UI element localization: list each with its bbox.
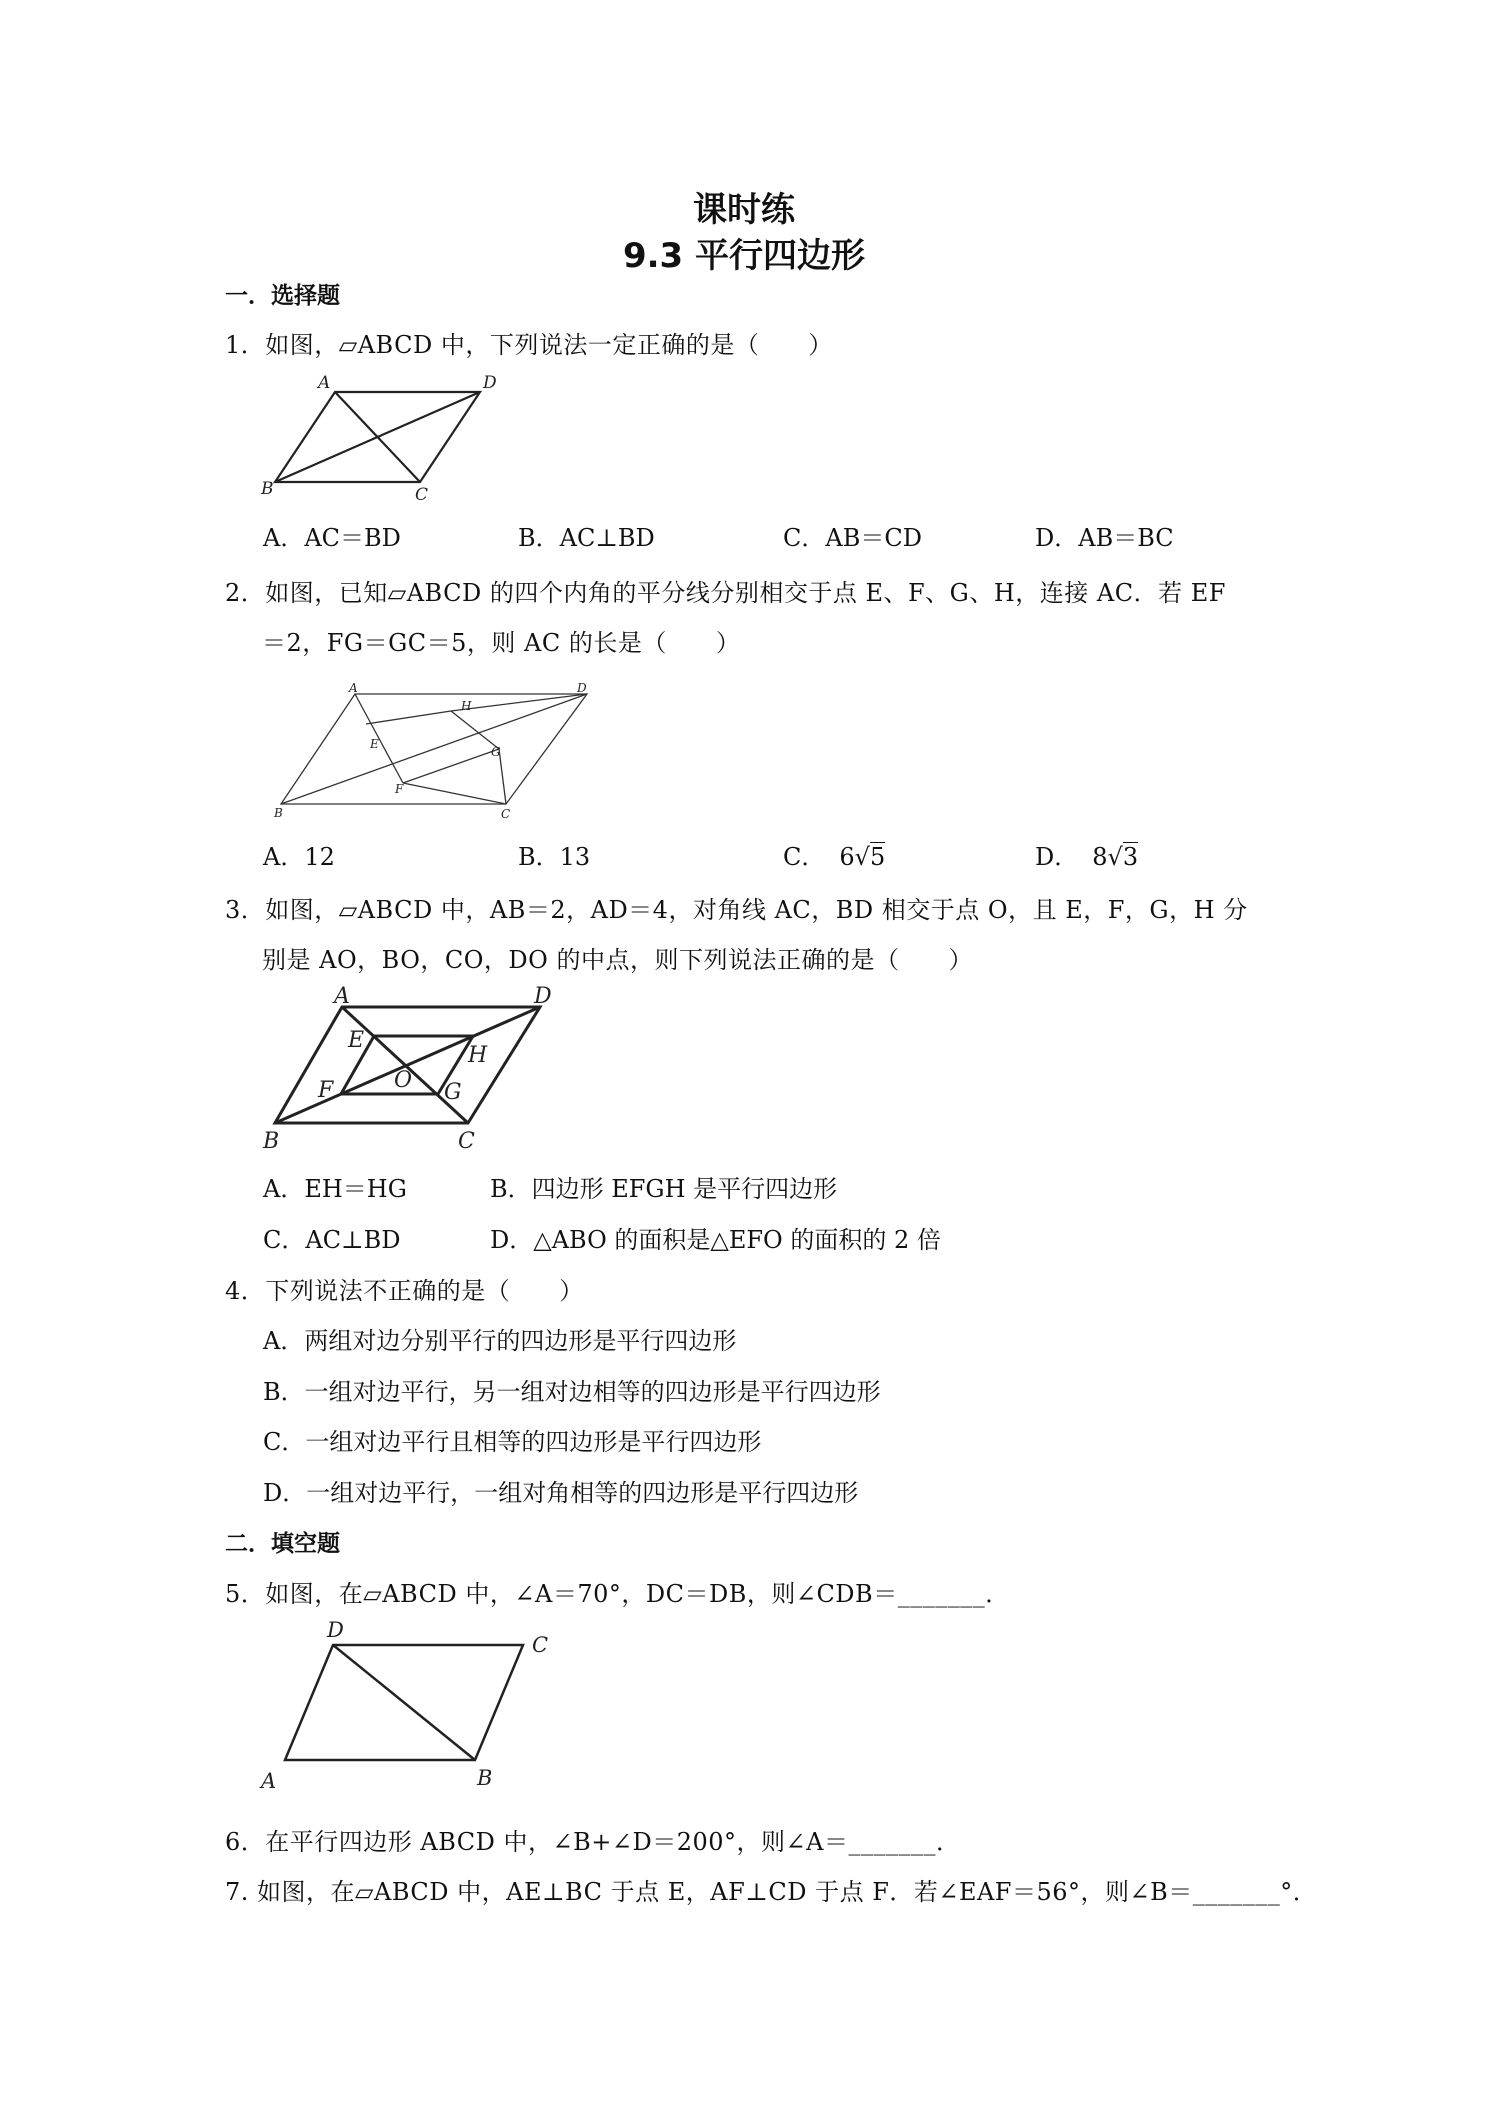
question-2-stem-line2: ＝2，FG＝GC＝5，则 AC 的长是（ ） — [262, 629, 741, 657]
q1-option-d[interactable]: D．AB＝BC — [1035, 524, 1174, 552]
question-1-figure — [255, 368, 515, 508]
fig2-label-e: E — [370, 737, 379, 751]
page-title-line2: 9.3 平行四边形 — [622, 236, 866, 276]
fig1-label-a: A — [318, 373, 331, 393]
q2-option-a[interactable]: A．12 — [263, 843, 335, 871]
question-3-stem-line1: 3．如图，▱ABCD 中，AB＝2，AD＝4，对角线 AC，BD 相交于点 O，且 E，F，G，H 分 — [225, 896, 1248, 924]
q4-option-d[interactable]: D．一组对边平行，一组对角相等的四边形是平行四边形 — [263, 1479, 859, 1507]
fig2-label-b: B — [274, 806, 283, 820]
question-1-stem: 1．如图，▱ABCD 中，下列说法一定正确的是（ ） — [225, 331, 833, 359]
fig2-label-f: F — [395, 782, 404, 796]
fig3-label-c: C — [458, 1129, 475, 1154]
fig3-label-h: H — [468, 1043, 488, 1068]
q1-option-b[interactable]: B．AC⊥BD — [518, 524, 655, 552]
fig2-label-g: G — [491, 745, 501, 759]
q2-option-c[interactable] — [783, 837, 885, 872]
fig2-label-d: D — [577, 681, 587, 695]
q2-option-d-radicand: 3 — [1122, 843, 1139, 871]
q2-option-d[interactable] — [1035, 837, 1138, 872]
q1-option-a[interactable]: A．AC＝BD — [263, 524, 401, 552]
fig2-label-c: C — [501, 807, 511, 821]
q4-option-b[interactable]: B．一组对边平行，另一组对边相等的四边形是平行四边形 — [263, 1378, 881, 1406]
q3-option-d[interactable]: D．△ABO 的面积是△EFO 的面积的 2 倍 — [490, 1226, 941, 1254]
question-6-stem: 6．在平行四边形 ABCD 中，∠B+∠D＝200°，则∠A＝_______． — [225, 1828, 961, 1856]
q2-option-b[interactable]: B．13 — [518, 843, 591, 871]
q2-option-c-letter: C． — [783, 843, 826, 871]
q2-option-c-radicand: 5 — [869, 843, 886, 871]
q3-option-a[interactable]: A．EH＝HG — [263, 1175, 407, 1203]
sqrt-icon: √ — [1107, 843, 1123, 871]
question-7-stem: 7. 如图，在▱ABCD 中，AE⊥BC 于点 E，AF⊥CD 于点 F．若∠EAF＝56°，则∠B＝_______°． — [225, 1878, 1318, 1906]
sqrt-icon: √ — [854, 843, 870, 871]
q2-option-d-letter: D． — [1035, 843, 1079, 871]
question-4-stem: 4．下列说法不正确的是（ ） — [225, 1277, 584, 1305]
fig5-label-d: D — [327, 1618, 344, 1642]
q3-option-c[interactable]: C．AC⊥BD — [263, 1226, 401, 1254]
fig3-label-f: F — [318, 1078, 334, 1103]
fig3-label-a: A — [334, 985, 350, 1009]
q1-option-c[interactable]: C．AB＝CD — [783, 524, 922, 552]
fig2-label-a: A — [349, 681, 358, 695]
fig2-label-h: H — [461, 699, 472, 713]
q2-option-d-coef: 8 — [1092, 843, 1108, 871]
q4-option-c[interactable]: C．一组对边平行且相等的四边形是平行四边形 — [263, 1428, 762, 1456]
q4-option-a[interactable]: A．两组对边分别平行的四边形是平行四边形 — [263, 1327, 737, 1355]
question-5-stem: 5．如图，在▱ABCD 中，∠A＝70°，DC＝DB，则∠CDB＝_______． — [225, 1580, 1010, 1608]
fig1-label-d: D — [483, 373, 497, 393]
fig1-label-b: B — [261, 479, 274, 499]
question-3-figure — [258, 985, 558, 1155]
fig5-label-a: A — [261, 1769, 277, 1793]
fig3-label-g: G — [444, 1080, 462, 1105]
page-title-line1: 课时练 — [693, 190, 795, 230]
question-2-figure — [265, 680, 605, 825]
question-5-figure — [255, 1615, 575, 1795]
fig5-label-b: B — [477, 1766, 493, 1790]
q2-option-c-coef: 6 — [839, 843, 855, 871]
question-2-stem-line1: 2．如图，已知▱ABCD 的四个内角的平分线分别相交于点 E、F、G、H，连接 AC．若 EF — [225, 579, 1226, 607]
fig3-label-o: O — [394, 1068, 413, 1093]
q3-option-b[interactable]: B．四边形 EFGH 是平行四边形 — [490, 1175, 838, 1203]
section-heading-fill: 二．填空题 — [225, 1531, 340, 1557]
fig3-label-d: D — [534, 985, 552, 1009]
question-3-stem-line2: 别是 AO，BO，CO，DO 的中点，则下列说法正确的是（ ） — [262, 946, 973, 974]
fig3-label-b: B — [263, 1129, 280, 1154]
section-heading-choice: 一．选择题 — [225, 283, 340, 309]
fig3-label-e: E — [348, 1028, 365, 1053]
fig1-label-c: C — [415, 485, 429, 505]
fig5-label-c: C — [532, 1633, 549, 1657]
